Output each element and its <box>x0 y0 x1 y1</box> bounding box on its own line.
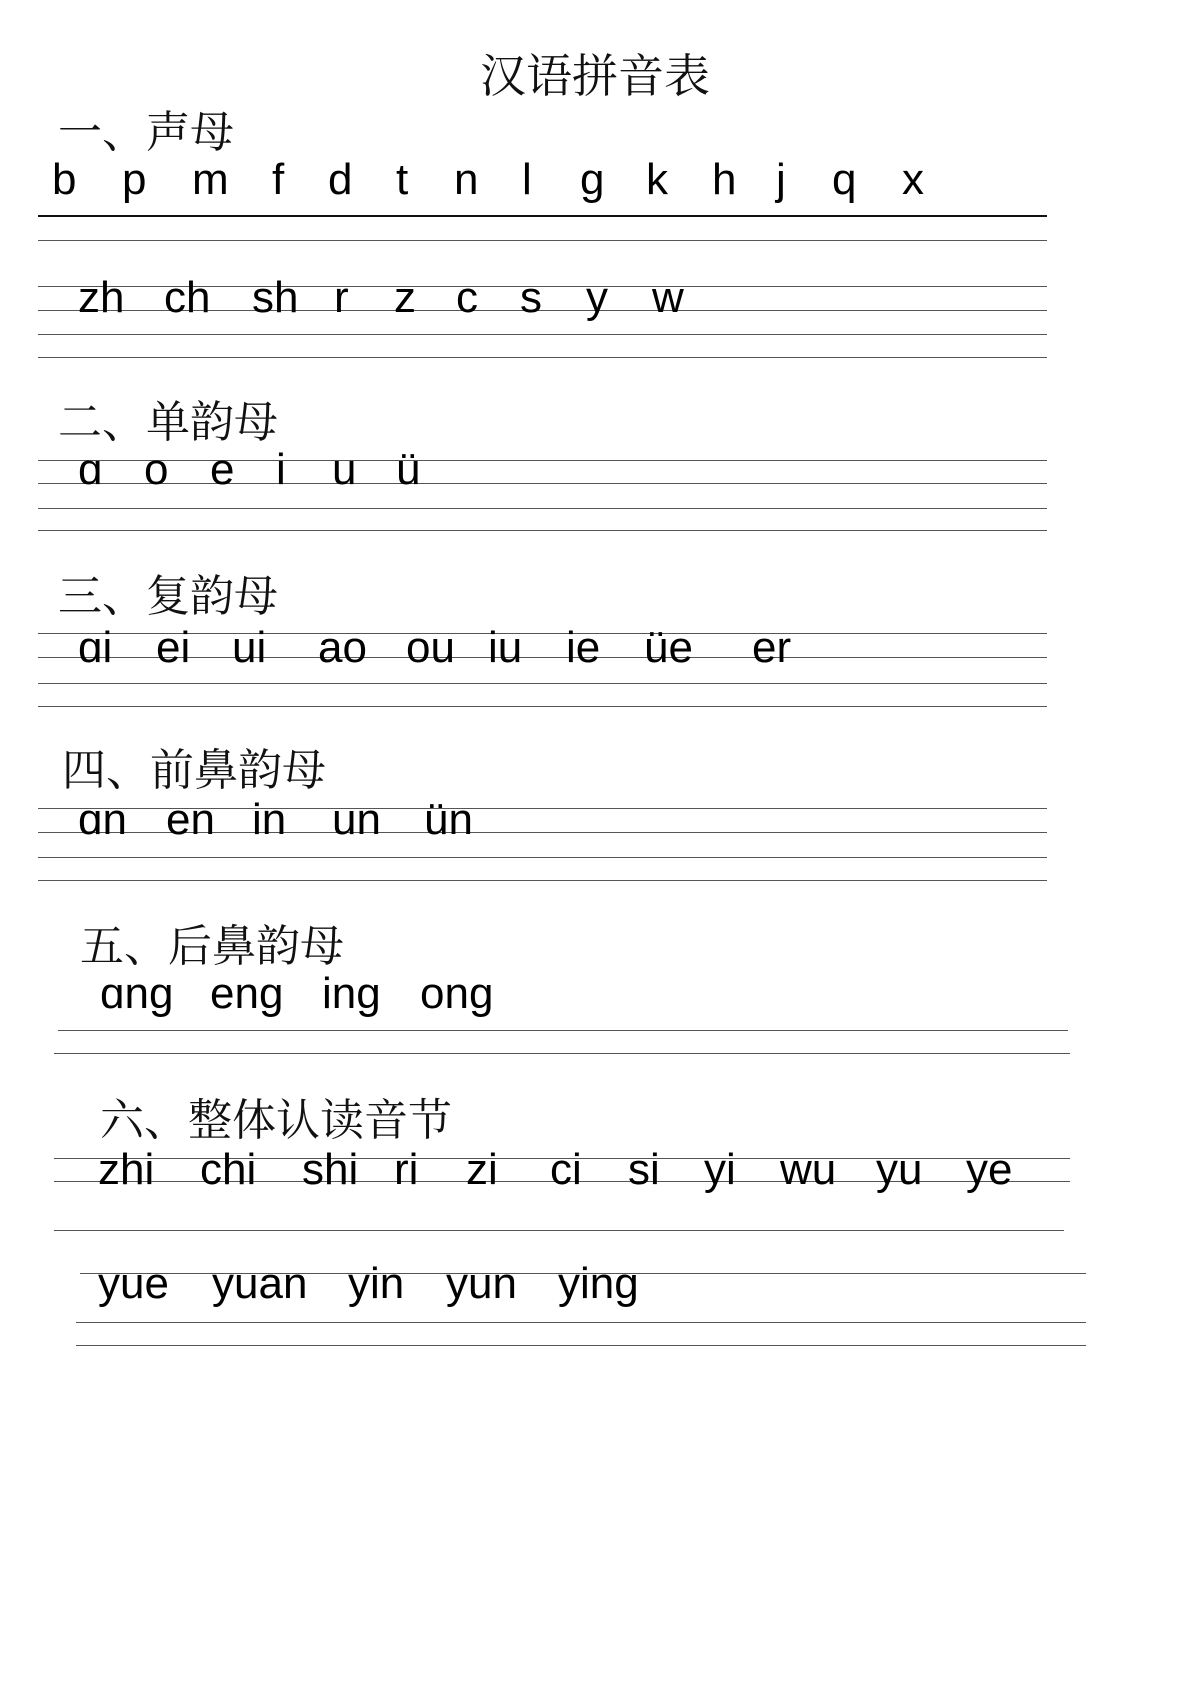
pinyin-syllable: g <box>580 155 605 204</box>
pinyin-syllable: n <box>454 155 479 204</box>
pinyin-syllable: i <box>276 445 286 494</box>
pinyin-syllable: ye <box>966 1145 1013 1194</box>
pinyin-syllable: q <box>832 155 857 204</box>
ruled-line <box>38 706 1047 707</box>
pinyin-syllable: zh <box>78 273 125 322</box>
section-heading-whole-syllables: 六、整体认读音节 <box>100 1095 452 1146</box>
pinyin-syllable: x <box>902 155 924 204</box>
pinyin-syllable: zi <box>466 1145 498 1194</box>
pinyin-syllable: sh <box>252 273 299 322</box>
pinyin-syllable: ong <box>420 969 494 1018</box>
ruled-line <box>38 483 1047 484</box>
pinyin-syllable: un <box>332 795 381 844</box>
pinyin-syllable: ch <box>164 273 211 322</box>
pinyin-syllable: ɑng <box>100 969 174 1018</box>
pinyin-syllable: u <box>332 445 357 494</box>
pinyin-syllable: k <box>646 155 668 204</box>
pinyin-syllable: ɑn <box>78 795 127 844</box>
pinyin-syllable: wu <box>780 1145 837 1194</box>
pinyin-syllable: zhi <box>98 1145 155 1194</box>
ruled-line <box>54 1053 1070 1054</box>
pinyin-syllable: p <box>122 155 147 204</box>
section-heading-simple-finals: 二、单韵母 <box>58 397 278 448</box>
pinyin-syllable: ri <box>394 1145 419 1194</box>
ruled-line <box>76 1345 1086 1346</box>
ruled-line <box>58 1030 1068 1031</box>
pinyin-syllable: t <box>396 155 409 204</box>
pinyin-syllable: s <box>520 273 542 322</box>
pinyin-syllable: ün <box>424 795 473 844</box>
pinyin-syllable: ü <box>396 445 421 494</box>
pinyin-syllable: h <box>712 155 737 204</box>
pinyin-syllable: e <box>210 445 235 494</box>
section-heading-initials: 一、声母 <box>58 107 234 158</box>
ruled-line <box>38 215 1047 217</box>
ruled-line <box>38 880 1047 881</box>
page-title: 汉语拼音表 <box>480 49 710 103</box>
pinyin-syllable: yue <box>98 1259 169 1308</box>
ruled-line <box>38 334 1047 335</box>
pinyin-syllable: yin <box>348 1259 405 1308</box>
pinyin-syllable: yuan <box>212 1259 308 1308</box>
pinyin-syllable: ei <box>156 623 191 672</box>
pinyin-syllable: m <box>192 155 229 204</box>
pinyin-syllable: ie <box>566 623 601 672</box>
pinyin-syllable: r <box>334 273 349 322</box>
section-heading-back-nasal-finals: 五、后鼻韵母 <box>80 921 344 972</box>
pinyin-syllable: ui <box>232 623 267 672</box>
pinyin-syllable: l <box>522 155 532 204</box>
section-heading-front-nasal-finals: 四、前鼻韵母 <box>62 745 326 796</box>
pinyin-syllable: f <box>272 155 285 204</box>
pinyin-syllable: b <box>52 155 77 204</box>
ruled-line <box>38 857 1047 858</box>
pinyin-syllable: shi <box>302 1145 359 1194</box>
pinyin-syllable: ɑi <box>78 623 113 672</box>
pinyin-syllable: o <box>144 445 169 494</box>
ruled-line <box>38 240 1047 241</box>
ruled-line <box>54 1230 1064 1231</box>
ruled-line <box>76 1322 1086 1323</box>
pinyin-syllable: d <box>328 155 353 204</box>
ruled-line <box>38 460 1047 461</box>
ruled-line <box>38 357 1047 358</box>
pinyin-syllable: er <box>752 623 792 672</box>
pinyin-syllable: ying <box>558 1259 639 1308</box>
pinyin-syllable: ao <box>318 623 367 672</box>
pinyin-syllable: si <box>628 1145 660 1194</box>
pinyin-syllable: c <box>456 273 478 322</box>
pinyin-syllable: z <box>394 273 416 322</box>
pinyin-syllable: in <box>252 795 287 844</box>
ruled-line <box>38 508 1047 509</box>
pinyin-syllable: j <box>776 155 786 204</box>
ruled-line <box>38 683 1047 684</box>
pinyin-syllable: yu <box>876 1145 923 1194</box>
ruled-line <box>38 530 1047 531</box>
pinyin-syllable: ou <box>406 623 455 672</box>
pinyin-syllable: yun <box>446 1259 517 1308</box>
pinyin-syllable: ɑ <box>78 445 103 494</box>
pinyin-syllable: en <box>166 795 215 844</box>
pinyin-syllable: iu <box>488 623 523 672</box>
pinyin-syllable: eng <box>210 969 284 1018</box>
section-heading-compound-finals: 三、复韵母 <box>58 571 278 622</box>
pinyin-syllable: w <box>652 273 684 322</box>
pinyin-syllable: ci <box>550 1145 582 1194</box>
pinyin-syllable: yi <box>704 1145 736 1194</box>
pinyin-syllable: y <box>586 273 608 322</box>
pinyin-syllable: üe <box>644 623 693 672</box>
pinyin-syllable: ing <box>322 969 381 1018</box>
pinyin-syllable: chi <box>200 1145 257 1194</box>
